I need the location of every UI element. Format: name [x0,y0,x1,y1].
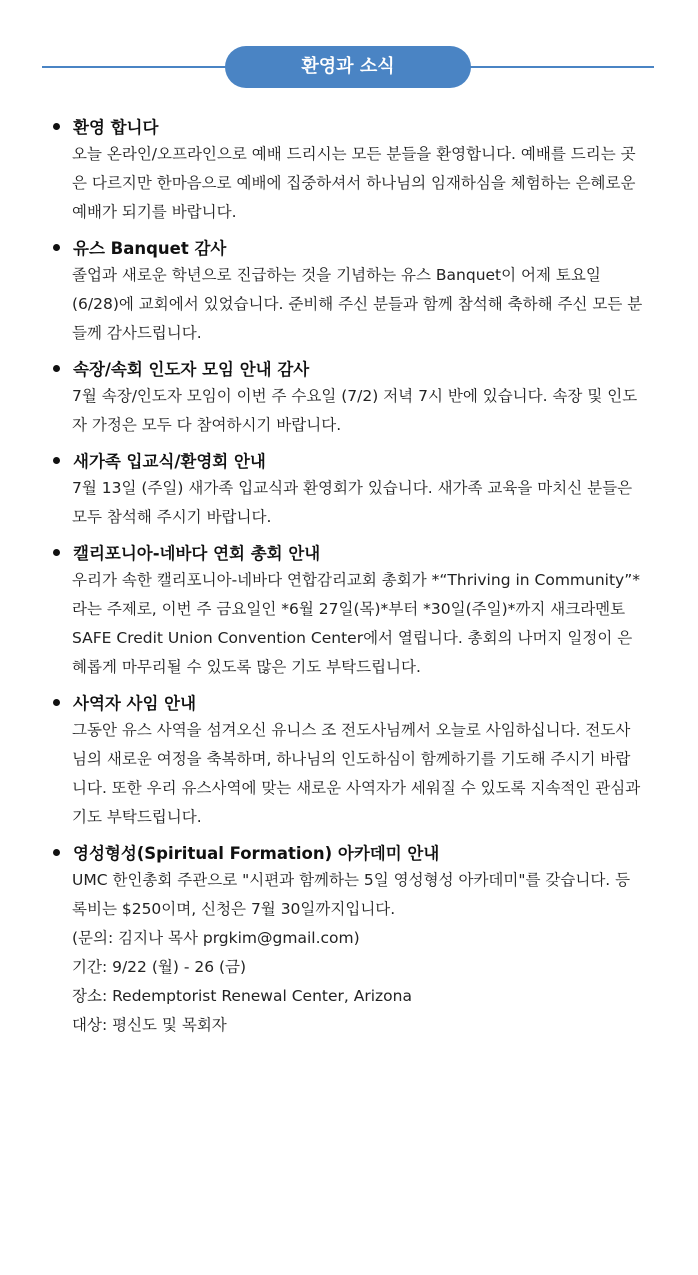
announcement-title: 유스 Banquet 감사 [73,239,227,258]
announcement-title: 캘리포니아-네바다 연회 총회 안내 [73,544,321,563]
announcement-spiritual-formation [48,838,652,1040]
announcement-title: 새가족 입교식/환영회 안내 [73,452,266,471]
bullet-icon [53,849,60,856]
announcement-title: 속장/속회 인도자 모임 안내 감사 [73,360,310,379]
announcement-heading [48,688,652,716]
announcement-heading [48,446,652,474]
location-line: 장소: Redemptorist Renewal Center, Arizona [72,987,412,1005]
bullet-icon [53,699,60,706]
announcement-heading [48,538,652,566]
announcement-list [48,112,652,1046]
announcement-heading [48,112,652,140]
announcement-title: 사역자 사임 안내 [73,694,197,713]
announcement-heading [48,233,652,261]
contact-line: (문의: 김지나 목사 prgkim@gmail.com) [72,929,360,947]
bullet-icon [53,457,60,464]
announcement-title: 영성형성(Spiritual Formation) 아카데미 안내 [73,844,440,863]
section-header [0,46,698,88]
bullet-icon [53,244,60,251]
announcement-leader-meeting [48,354,652,440]
bullet-icon [53,123,60,130]
bullet-icon [53,549,60,556]
period-line: 기간: 9/22 (월) - 26 (금) [72,958,247,976]
announcement-text: 졸업과 새로운 학년으로 진급하는 것을 기념하는 유스 Banquet이 어제 토요일 (6/28)에 교회에서 있었습니다. 준비해 주신 분들과 함께 참석해 축하해 주신 모든 분들께 감사드립니다. [72,266,643,342]
bullet-icon [53,365,60,372]
audience-line: 대상: 평신도 및 목회자 [72,1016,227,1034]
announcement-text: 7월 13일 (주일) 새가족 입교식과 환영회가 있습니다. 새가족 교육을 마치신 분들은 모두 참석해 주시기 바랍니다. [72,479,633,526]
announcement-text: 우리가 속한 캘리포니아-네바다 연합감리교회 총회가 *“Thriving in Community”*라는 주제로, 이번 주 금요일인 *6월 27일(목)*부터 *30일(주일)*까지 새크라멘토 SAFE Credit Union Convention Center에서 열립니다. 총회의 나머지 일정이 은혜롭게 마무리될 수 있도록 많은 기도 부탁드립니다. [72,571,640,676]
announcement-conference [48,538,652,682]
announcement-new-family [48,446,652,532]
announcement-text [72,866,645,1040]
announcement-text: 그동안 유스 사역을 섬겨오신 유니스 조 전도사님께서 오늘로 사임하십니다. 전도사님의 새로운 여정을 축복하며, 하나님의 인도하심이 함께하기를 기도해 주시기 바랍니다. 또한 우리 유스사역에 맞는 새로운 사역자가 세워질 수 있도록 지속적인 관심과 기도 부탁드립니다. [72,721,641,826]
announcement-heading [48,354,652,382]
announcement-text: 오늘 온라인/오프라인으로 예배 드리시는 모든 분들을 환영합니다. 예배를 드리는 곳은 다르지만 한마음으로 예배에 집중하셔서 하나님의 임재하심을 체험하는 은혜로운 예배가 되기를 바랍니다. [72,145,636,221]
announcement-title: 환영 합니다 [73,118,159,137]
announcement-resignation [48,688,652,832]
announcement-text: 7월 속장/인도자 모임이 이번 주 수요일 (7/2) 저녁 7시 반에 있습니다. 속장 및 인도자 가정은 모두 다 참여하시기 바랍니다. [72,387,638,434]
announcement-heading [48,838,652,866]
announcement-welcome [48,112,652,227]
announcement-paragraph: UMC 한인총회 주관으로 "시편과 함께하는 5일 영성형성 아카데미"를 갖습니다. 등록비는 $250이며, 신청은 7월 30일까지입니다. [72,871,631,918]
section-title: 환영과 소식 [225,46,471,88]
announcement-youth-banquet [48,233,652,348]
